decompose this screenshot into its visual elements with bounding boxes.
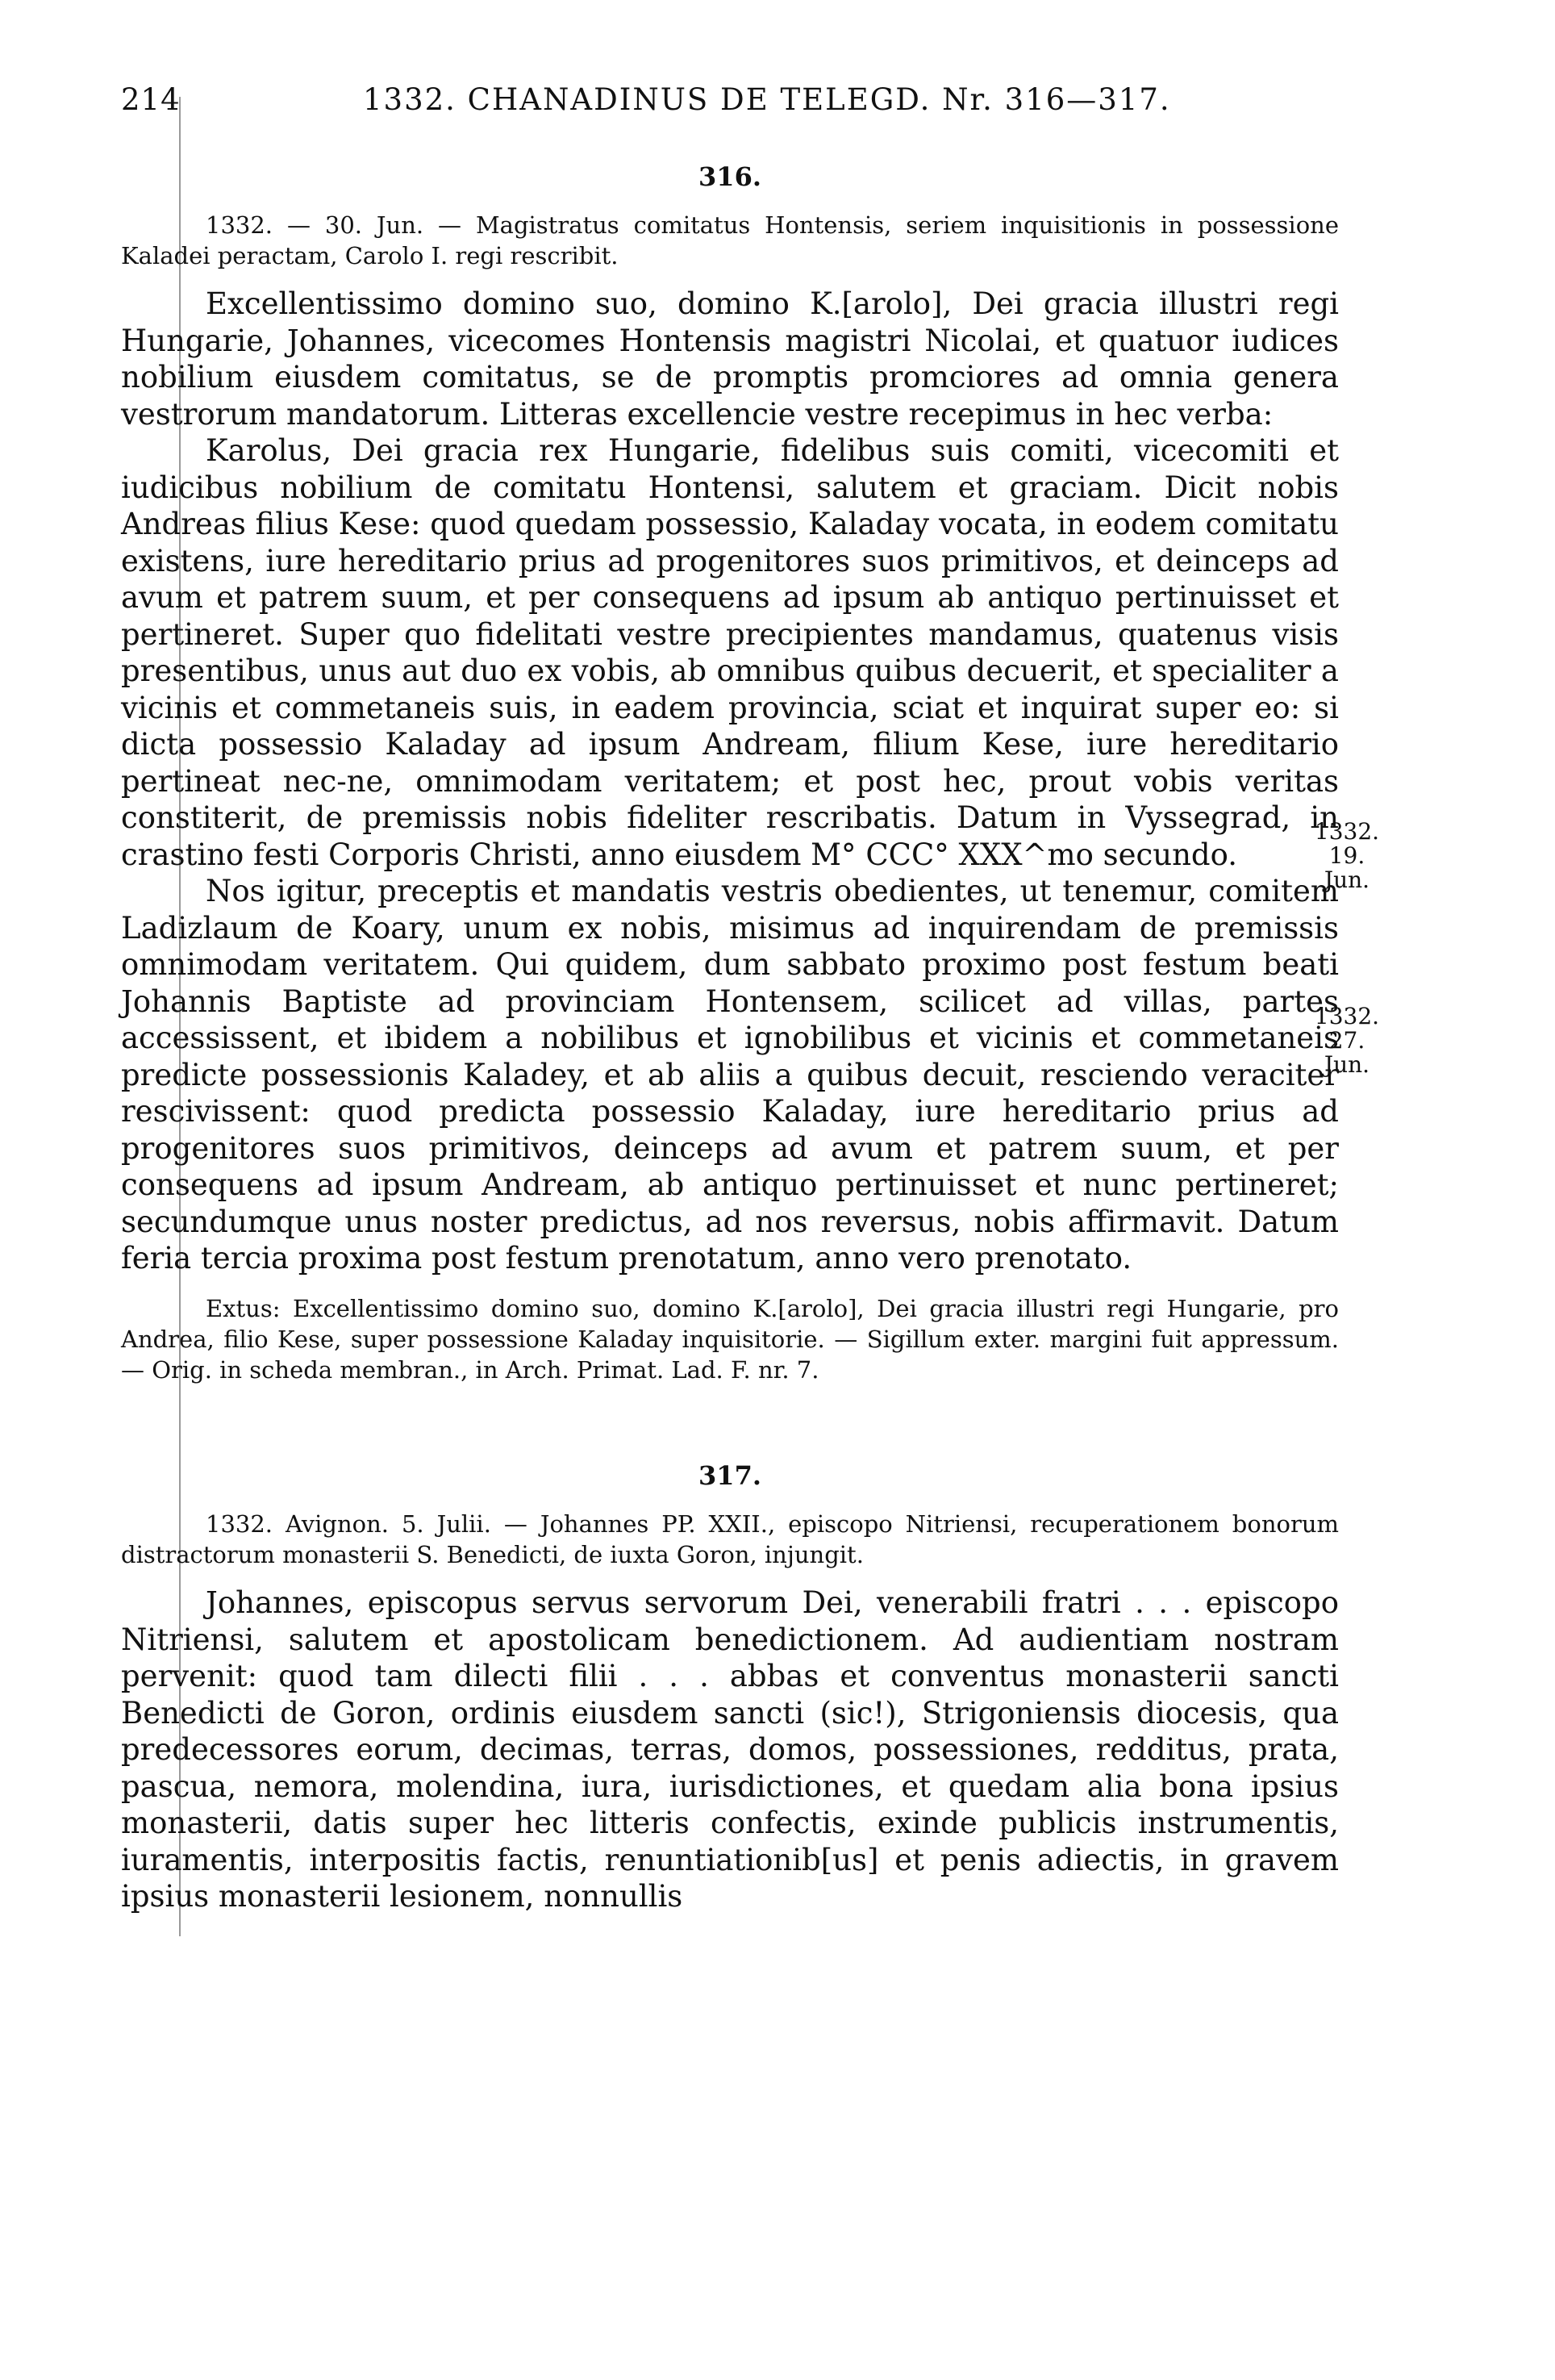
margin-date-year: 1332. — [1314, 1003, 1380, 1029]
royal-mandate: Karolus, Dei gracia rex Hungarie, fidelibus suis comiti, vicecomiti et iudicibus nobilium de comitatu Hontensi, salutem et graciam. Dicit nobis Andreas filius Kese: quod quedam possessio, Kaladay vocata, in eodem comitatu existens, iure hereditario prius ad progenitores suos primitivos, et deinceps ad avum et patrem suum, et per consequens ad ipsum ab antiquo pertinuisset et pertineret. Super quo fidelitati vestre precipientes mandamus, quatenus visis presentibus, unus aut duo ex vobis, ab omnibus quibus decuerit, et specialiter a vicinis et commetaneis suis, in eadem provincia, sciat et inquirat super eo: si dicta possessio Kaladay ad ipsum Andream, filium Kese, iure hereditario pertineat nec-ne, omnimodam veritatem; et post hec, prout vobis veritas constiterit, de premissis nobis fideliter rescribatis. Datum in Vyssegrad, in crastino festi Corporis Christi, anno eiusdem M° CCC° XXX^mo secundo. — [121, 433, 1339, 872]
document-number: 317. — [698, 1460, 761, 1491]
extus-note: Extus: Excellentissimo domino suo, domino K.[arolo], Dei gracia illustri regi Hungarie, pro Andrea, filio Kese, super possessione Kaladay inquisitorie. — Sigillum exter. margini fuit appressum. — Orig. in scheda membran., in Arch. Primat. Lad. F. nr. 7. — [121, 1294, 1339, 1384]
margin-date-day: 27. Jun. — [1324, 1027, 1370, 1078]
document-317 — [121, 1460, 1339, 1915]
page-number: 214 — [121, 82, 181, 117]
margin-date-year: 1332. — [1314, 818, 1380, 845]
running-title: 1332. CHANADINUS DE TELEGD. Nr. 316—317. — [363, 82, 1171, 117]
document-number: 316. — [698, 161, 761, 192]
margin-date — [1307, 1004, 1387, 1077]
margin-date — [1307, 820, 1387, 892]
regest: 1332. Avignon. 5. Julii. — Johannes PP. XXII., episcopo Nitriensi, recuperationem bonorum distractorum monasterii S. Benedicti, de iuxta Goron, injungit. — [121, 1510, 1339, 1568]
letter-opening: Excellentissimo domino suo, domino K.[arolo], Dei gracia illustri regi Hungarie, Johannes, vicecomes Hontensis magistri Nicolai, et quatuor iudices nobilium eiusdem comitatus, se de promptis promciores ad omnia genera vestrorum mandatorum. Litteras excellencie vestre recepimus in hec verba: — [121, 286, 1339, 432]
document-316 — [121, 161, 1339, 1385]
margin-date-day: 19. Jun. — [1324, 842, 1370, 893]
papal-letter: Johannes, episcopus servus servorum Dei, venerabili fratri . . . episcopo Nitriensi, salutem et apostolicam benedictionem. Ad audientiam nostram pervenit: quod tam dilecti filii . . . abbas et conventus monasterii sancti Benedicti de Goron, ordinis eiusdem sancti (sic!), Strigoniensis diocesis, qua predecessores eorum, decimas, terras, domos, possessiones, redditus, prata, pascua, nemora, molendina, iura, iurisdictiones, et quedam alia bona ipsius monasterii, datis super hec litteris confectis, exinde publicis instrumentis, iuramentis, interpositis factis, renuntiationib[us] et penis adiectis, in gravem ipsius monasterii lesionem, nonnullis — [121, 1585, 1339, 1914]
running-header — [121, 82, 1420, 123]
regest: 1332. — 30. Jun. — Magistratus comitatus Hontensis, seriem inquisitionis in possessione Kaladei peractam, Carolo I. regi rescribit. — [121, 211, 1339, 269]
inquisition-report: Nos igitur, preceptis et mandatis vestris obedientes, ut tenemur, comitem Ladizlaum de Koary, unum ex nobis, misimus ad inquirendam de premissis omnimodam veritatem. Qui quidem, dum sabbato proximo post festum beati Johannis Baptiste ad provinciam Hontensem, scilicet ad villas, partes accessissent, et ibidem a nobilibus et ignobilibus et vicinis et commetaneis predicte possessionis Kaladey, et ab aliis a quibus decuit, resciendo veraciter rescivissent: quod predicta possessio Kaladay, iure hereditario prius ad progenitores suos primitivos, deinceps ad avum et patrem suum, et per consequens ad ipsum Andream, ab antiquo pertinuisset et nunc pertineret; secundumque unus noster predictus, ad nos reversus, nobis affirmavit. Datum feria tercia proxima post festum prenotatum, anno vero prenotato. — [121, 874, 1339, 1276]
